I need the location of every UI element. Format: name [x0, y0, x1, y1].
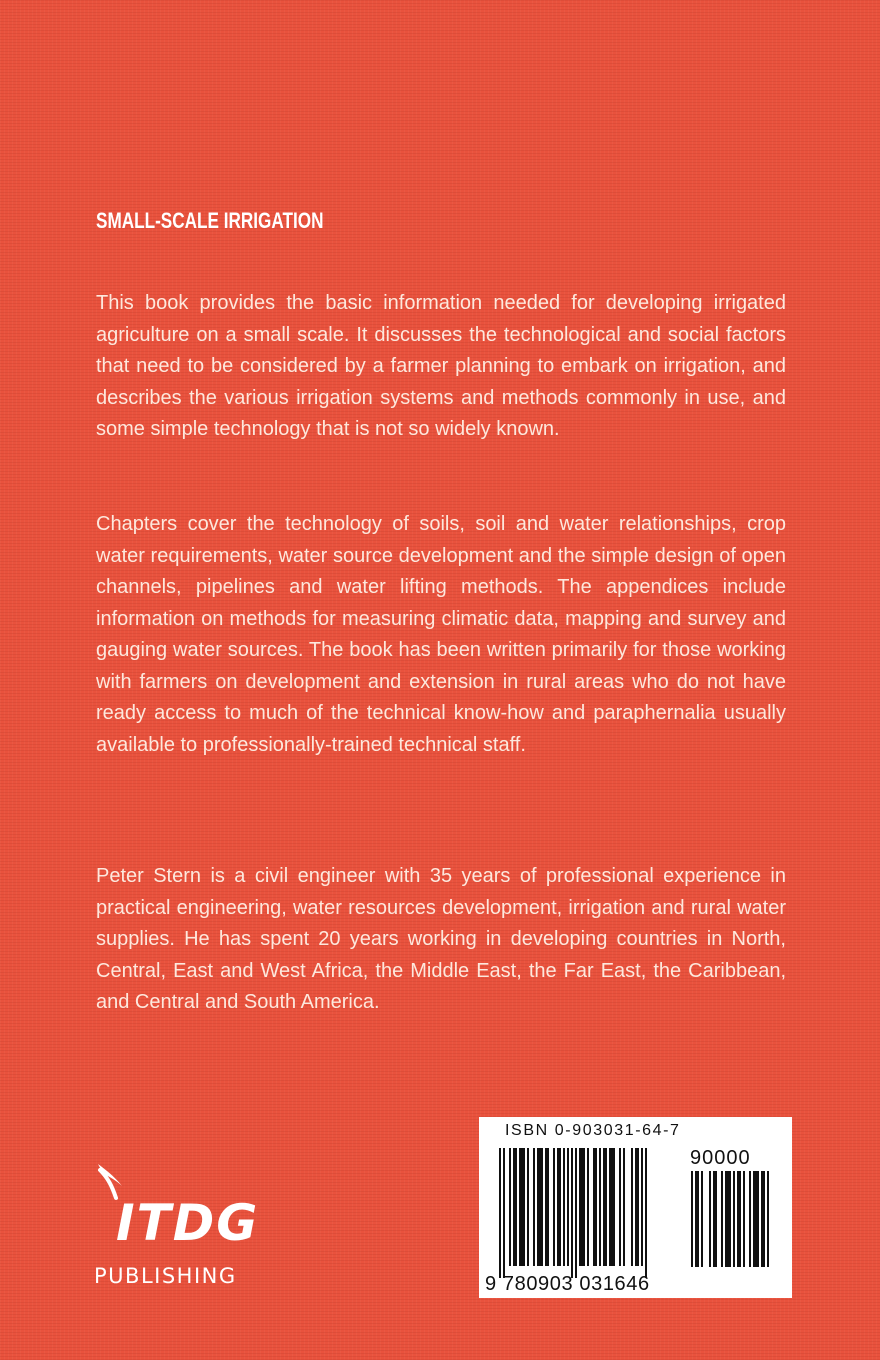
- barcode-bar: [619, 1148, 621, 1266]
- barcode-bar: [575, 1148, 577, 1278]
- barcode-bar: [743, 1171, 745, 1267]
- barcode-bar: [635, 1148, 639, 1266]
- barcode-bar: [609, 1148, 615, 1266]
- barcode-bar: [593, 1148, 597, 1266]
- barcode-bar: [623, 1148, 625, 1266]
- barcode-bar: [567, 1148, 569, 1266]
- barcode-bar: [713, 1171, 717, 1267]
- logo-wordmark: ITDG: [116, 1194, 260, 1252]
- barcode-bar: [519, 1148, 525, 1266]
- addon-barcode-bars: [691, 1171, 783, 1271]
- barcode-bar: [513, 1148, 517, 1266]
- barcode-bar: [645, 1148, 647, 1278]
- barcode-bar: [631, 1148, 633, 1266]
- barcode-bar: [545, 1148, 549, 1266]
- barcode-bar: [641, 1148, 643, 1266]
- author-bio-paragraph: Peter Stern is a civil engineer with 35 years of professional experience in practical engineering, water resources development, irrigation and rural water supplies. He has spent 20 years working in developing countries in North, Central, East and West Africa, the Middle East, the Far East, the Caribbean, and Central and South America.: [96, 865, 786, 1013]
- barcode-bar: [725, 1171, 731, 1267]
- book-title: SMALL-SCALE IRRIGATION: [96, 208, 324, 233]
- description-paragraph-1: This book provides the basic information needed for developing irrigated agriculture on a small scale. It discusses the technological and social factors that need to be considered by a farmer planning to embark on irrigation, and describes the various irrigation systems and methods commonly in use, and some simple technology that is not so widely known.: [96, 292, 786, 440]
- barcode-bar: [691, 1171, 693, 1267]
- isbn-number: ISBN 0-903031-64-7: [505, 1122, 681, 1139]
- barcode-bar: [733, 1171, 735, 1267]
- barcode-bar: [749, 1171, 751, 1267]
- barcode-bar: [503, 1148, 505, 1278]
- isbn-barcode: [479, 1117, 792, 1298]
- barcode-bar: [533, 1148, 535, 1266]
- barcode-bar: [579, 1148, 585, 1266]
- barcode-bar: [571, 1148, 573, 1278]
- itdg-publishing-logo: [92, 1160, 282, 1290]
- price-addon-digits: 90000: [690, 1147, 751, 1169]
- barcode-bar: [767, 1171, 769, 1267]
- barcode-bar: [527, 1148, 529, 1266]
- barcode-bar: [537, 1148, 543, 1266]
- barcode-bar: [753, 1171, 759, 1267]
- ean-barcode-bars: [499, 1148, 685, 1284]
- barcode-bar: [563, 1148, 565, 1266]
- barcode-bar: [553, 1148, 555, 1266]
- barcode-bar: [599, 1148, 601, 1266]
- barcode-bar: [499, 1148, 501, 1278]
- barcode-bar: [509, 1148, 511, 1266]
- logo-publishing-label: PUBLISHING: [94, 1264, 237, 1288]
- barcode-bar: [737, 1171, 741, 1267]
- barcode-bar: [709, 1171, 711, 1267]
- barcode-bar: [761, 1171, 765, 1267]
- barcode-bar: [587, 1148, 589, 1266]
- barcode-bar: [701, 1171, 703, 1267]
- barcode-bar: [721, 1171, 723, 1267]
- barcode-bar: [557, 1148, 561, 1266]
- barcode-bar: [603, 1148, 607, 1266]
- ean-number: 9 780903 031646: [485, 1273, 650, 1295]
- description-paragraph-2: Chapters cover the technology of soils, soil and water relationships, crop water requirements, water source development and the simple design of open channels, pipelines and water lifting methods. The appendices include information on methods for measuring climatic data, mapping and survey and gauging water sources. The book has been written primarily for those working with farmers on development and extension in rural areas who do not have ready access to much of the technical know-how and paraphernalia usually available to professionally-trained technical staff.: [96, 513, 786, 756]
- barcode-bar: [695, 1171, 699, 1267]
